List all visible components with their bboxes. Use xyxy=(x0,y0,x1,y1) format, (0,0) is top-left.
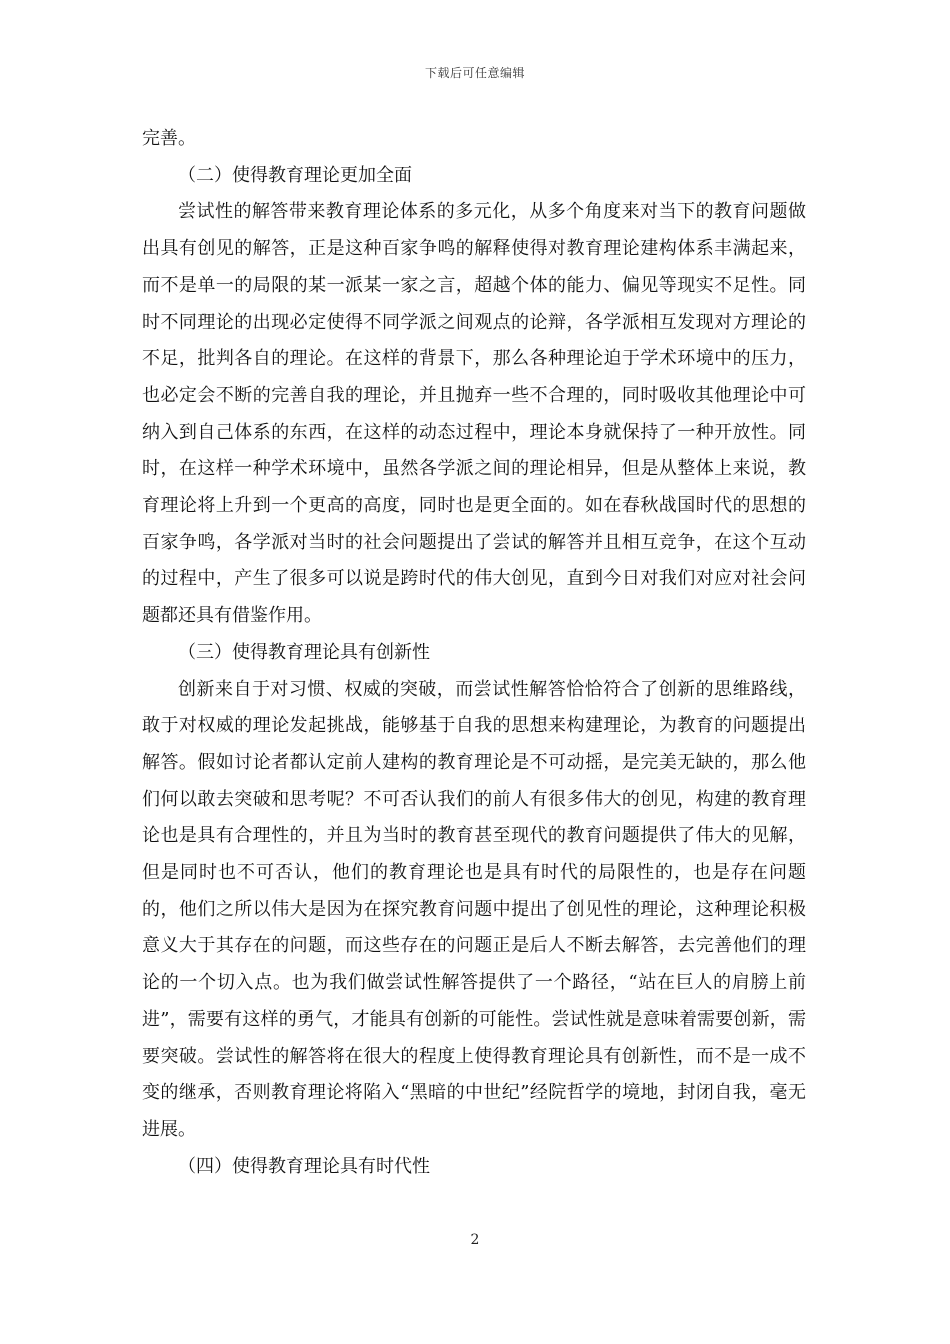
continuation-text: 完善。 xyxy=(142,128,196,149)
section-paragraph-3: 创新来自于对习惯、权威的突破，而尝试性解答恰恰符合了创新的思维路线，敢于对权威的理论发起挑战，能够基于自我的思想来构建理论，为教育的问题提出解答。假如讨论者都认定前人建构的教育理论是不可动摇，是完美无缺的，那么他们何以敢去突破和思考呢？不可否认我们的前人有很多伟大的创见，构建的教育理论也是具有合理性的，并且为当时的教育甚至现代的教育问题提供了伟大的见解，但是同时也不可否认，他们的教育理论也是具有时代的局限性的，也是存在问题的，他们之所以伟大是因为在探究教育问题中提出了创见性的理论，这种理论积极意义大于其存在的问题，而这些存在的问题正是后人不断去解答，去完善他们的理论的一个切入点。也为我们做尝试性解答提供了一个路径，“站在巨人的肩膀上前进”，需要有这样的勇气，才能具有创新的可能性。尝试性就是意味着需要创新，需要突破。尝试性的解答将在很大的程度上使得教育理论具有创新性，而不是一成不变的继承，否则教育理论将陷入“黑暗的中世纪”经院哲学的境地，封闭自我，毫无进展。 xyxy=(142,678,806,1140)
section-heading-2: （二）使得教育理论更加全面 xyxy=(178,164,412,186)
document-body xyxy=(142,121,806,1185)
section-heading-4: （四）使得教育理论具有时代性 xyxy=(178,1155,430,1177)
section-heading-3: （三）使得教育理论具有创新性 xyxy=(178,641,430,663)
page-number: 2 xyxy=(470,1232,480,1248)
page-header: 下载后可任意编辑 xyxy=(424,66,525,80)
section-paragraph-2: 尝试性的解答带来教育理论体系的多元化，从多个角度来对当下的教育问题做出具有创见的解答，正是这种百家争鸣的解释使得对教育理论建构体系丰满起来，而不是单一的局限的某一派某一家之言，超越个体的能力、偏见等现实不足性。同时不同理论的出现必定使得不同学派之间观点的论辩，各学派相互发现对方理论的不足，批判各自的理论。在这样的背景下，那么各种理论迫于学术环境中的压力，也必定会不断的完善自我的理论，并且抛弃一些不合理的，同时吸收其他理论中可纳入到自己体系的东西，在这样的动态过程中，理论本身就保持了一种开放性。同时，在这样一种学术环境中，虽然各学派之间的理论相异，但是从整体上来说，教育理论将上升到一个更高的高度，同时也是更全面的。如在春秋战国时代的思想的百家争鸣，各学派对当时的社会问题提出了尝试的解答并且相互竞争，在这个互动的过程中，产生了很多可以说是跨时代的伟大创见，直到今日对我们对应对社会问题都还具有借鉴作用。 xyxy=(142,201,806,627)
